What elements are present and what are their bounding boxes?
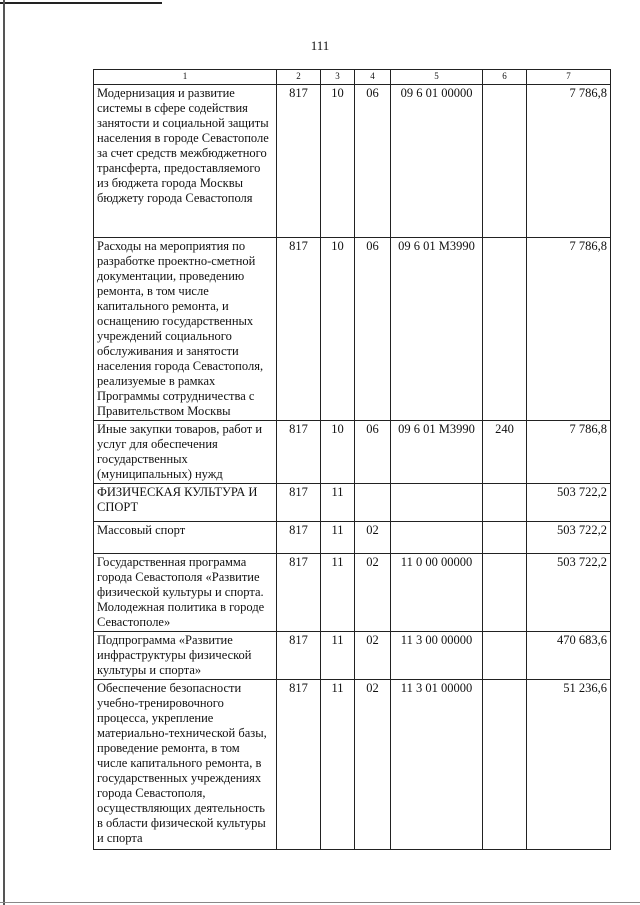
table-row	[94, 484, 611, 522]
row-name: ФИЗИЧЕСКАЯ КУЛЬТУРА И СПОРТ	[94, 484, 277, 522]
row-amount: 7 786,8	[527, 85, 611, 238]
row-target-code: 11 3 01 00000	[391, 680, 483, 850]
row-target-code: 11 0 00 00000	[391, 554, 483, 632]
row-expense-type	[483, 484, 527, 522]
row-name: Расходы на мероприятия по разработке проектно-сметной документации, проведению ремонта, в том числе капитального ремонта, и оснащению государственных учреждений социального обслуживания и занятости населения города Севастополя, реализуемые в рамках Программы сотрудничества с Правительством Москвы	[94, 238, 277, 421]
row-amount: 503 722,2	[527, 554, 611, 632]
table-header-row	[94, 70, 611, 85]
row-ministry-code: 817	[277, 554, 321, 632]
row-amount: 51 236,6	[527, 680, 611, 850]
row-target-code	[391, 484, 483, 522]
row-section-code: 10	[321, 238, 355, 421]
table-row	[94, 554, 611, 632]
row-ministry-code: 817	[277, 484, 321, 522]
row-section-code: 10	[321, 421, 355, 484]
column-header: 2	[277, 70, 321, 85]
row-expense-type	[483, 85, 527, 238]
row-ministry-code: 817	[277, 680, 321, 850]
row-section-code: 11	[321, 522, 355, 554]
row-expense-type: 240	[483, 421, 527, 484]
table-row	[94, 421, 611, 484]
row-amount: 7 786,8	[527, 238, 611, 421]
scan-edge-top	[0, 2, 162, 4]
column-header: 5	[391, 70, 483, 85]
row-amount: 7 786,8	[527, 421, 611, 484]
table-row	[94, 680, 611, 850]
row-expense-type	[483, 554, 527, 632]
row-ministry-code: 817	[277, 632, 321, 680]
table-row	[94, 632, 611, 680]
row-target-code: 11 3 00 00000	[391, 632, 483, 680]
row-amount: 503 722,2	[527, 522, 611, 554]
row-name: Модернизация и развитие системы в сфере содействия занятости и социальной защиты населения в городе Севастополе за счет средств межбюджетного трансферта, предоставляемого из бюджета города Москвы бюджету города Севастополя	[94, 85, 277, 238]
row-subsection-code: 06	[355, 85, 391, 238]
row-amount: 470 683,6	[527, 632, 611, 680]
column-header: 1	[94, 70, 277, 85]
row-section-code: 11	[321, 554, 355, 632]
row-subsection-code: 06	[355, 238, 391, 421]
table-row	[94, 238, 611, 421]
row-section-code: 11	[321, 680, 355, 850]
row-subsection-code: 02	[355, 632, 391, 680]
row-expense-type	[483, 238, 527, 421]
column-header: 3	[321, 70, 355, 85]
row-expense-type	[483, 680, 527, 850]
row-name: Подпрограмма «Развитие инфраструктуры физической культуры и спорта»	[94, 632, 277, 680]
row-subsection-code	[355, 484, 391, 522]
row-name: Иные закупки товаров, работ и услуг для обеспечения государственных (муниципальных) нужд	[94, 421, 277, 484]
row-amount: 503 722,2	[527, 484, 611, 522]
row-ministry-code: 817	[277, 421, 321, 484]
row-section-code: 11	[321, 484, 355, 522]
row-name: Государственная программа города Севастополя «Развитие физической культуры и спорта. Молодежная политика в городе Севастополе»	[94, 554, 277, 632]
row-ministry-code: 817	[277, 522, 321, 554]
row-ministry-code: 817	[277, 238, 321, 421]
row-name: Массовый спорт	[94, 522, 277, 554]
row-target-code: 09 6 01 М3990	[391, 238, 483, 421]
row-target-code: 09 6 01 00000	[391, 85, 483, 238]
row-expense-type	[483, 632, 527, 680]
row-subsection-code: 06	[355, 421, 391, 484]
row-name: Обеспечение безопасности учебно-тренировочного процесса, укрепление материально-технической базы, проведение ремонта, в том числе капитального ремонта, в государственных учреждениях города Севастополя, осуществляющих деятельность в области физической культуры и спорта	[94, 680, 277, 850]
table-row	[94, 85, 611, 238]
budget-table	[93, 69, 611, 850]
scan-edge-left	[3, 0, 5, 905]
row-section-code: 11	[321, 632, 355, 680]
column-header: 6	[483, 70, 527, 85]
row-expense-type	[483, 522, 527, 554]
row-section-code: 10	[321, 85, 355, 238]
column-header: 4	[355, 70, 391, 85]
page-number: 111	[310, 38, 330, 53]
scan-edge-bottom	[0, 902, 640, 903]
row-subsection-code: 02	[355, 680, 391, 850]
table-row	[94, 522, 611, 554]
row-ministry-code: 817	[277, 85, 321, 238]
row-target-code	[391, 522, 483, 554]
column-header: 7	[527, 70, 611, 85]
row-subsection-code: 02	[355, 554, 391, 632]
row-subsection-code: 02	[355, 522, 391, 554]
row-target-code: 09 6 01 М3990	[391, 421, 483, 484]
